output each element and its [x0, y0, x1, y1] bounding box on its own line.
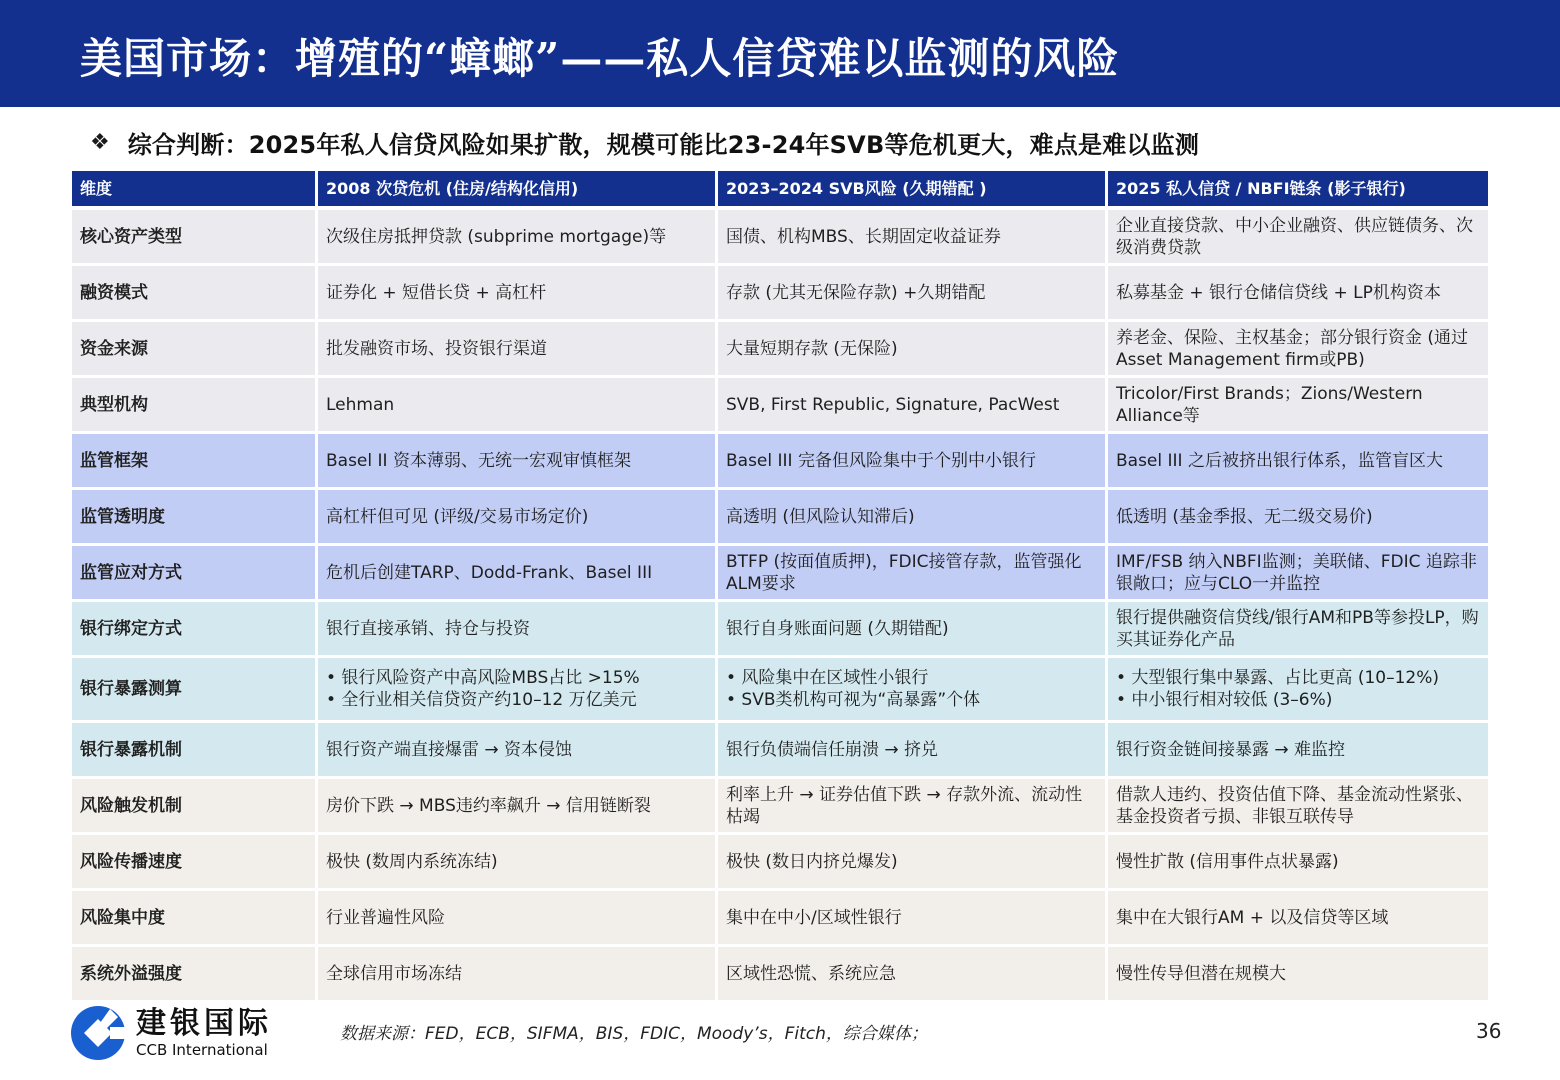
cell-2008: 银行资产端直接爆雷 → 资本侵蚀	[318, 723, 718, 779]
cell-2025: Basel III 之后被挤出银行体系，监管盲区大	[1108, 434, 1488, 490]
cell-svb: 高透明 (但风险认知滞后)	[718, 490, 1108, 546]
cell-2008: 银行直接承销、持仓与投资	[318, 602, 718, 658]
page-title: 美国市场：增殖的“蟑螂”——私人信贷难以监测的风险	[80, 34, 1120, 83]
cell-dimension: 银行暴露机制	[72, 723, 318, 779]
table-row	[72, 490, 1488, 546]
title-bar	[0, 0, 1560, 107]
bullet-line: • 大型银行集中暴露、占比更高 (10–12%)	[1116, 668, 1440, 688]
cell-svb: 区域性恐慌、系统应急	[718, 947, 1108, 1003]
bullet-line: • SVB类机构可视为“高暴露”个体	[726, 690, 981, 710]
cell-2008: 极快 (数周内系统冻结)	[318, 835, 718, 891]
table-row	[72, 378, 1488, 434]
bullet-line: • 全行业相关信贷资产约10–12 万亿美元	[326, 690, 637, 710]
table-row	[72, 602, 1488, 658]
table-row	[72, 891, 1488, 947]
cell-svb	[718, 658, 1108, 723]
cell-dimension: 典型机构	[72, 378, 318, 434]
bullet-line: • 银行风险资产中高风险MBS占比 >15%	[326, 668, 640, 688]
logo-chinese-name: 建银国际	[136, 1005, 272, 1041]
table-row	[72, 658, 1488, 723]
cell-2008: Basel II 资本薄弱、无统一宏观审慎框架	[318, 434, 718, 490]
cell-2025: 养老金、保险、主权基金；部分银行资金 (通过Asset Management firm或PB)	[1108, 322, 1488, 378]
table-row	[72, 947, 1488, 1003]
ccb-logo-icon	[70, 1005, 126, 1061]
cell-2025: 慢性扩散 (信用事件点状暴露)	[1108, 835, 1488, 891]
header-2008: 2008 次贷危机 (住房/结构化信用)	[318, 171, 718, 210]
cell-2025: 企业直接贷款、中小企业融资、供应链债务、次级消费贷款	[1108, 210, 1488, 266]
cell-dimension: 核心资产类型	[72, 210, 318, 266]
cell-2025: 银行提供融资信贷线/银行AM和PB等参投LP，购买其证券化产品	[1108, 602, 1488, 658]
header-2025: 2025 私人信贷 / NBFI链条 (影子银行)	[1108, 171, 1488, 210]
cell-dimension: 系统外溢强度	[72, 947, 318, 1003]
cell-dimension: 监管透明度	[72, 490, 318, 546]
page-number: 36	[1476, 1019, 1502, 1043]
cell-dimension: 监管应对方式	[72, 546, 318, 602]
cell-2008: 全球信用市场冻结	[318, 947, 718, 1003]
cell-dimension: 资金来源	[72, 322, 318, 378]
table-row	[72, 723, 1488, 779]
cell-2008: 房价下跌 → MBS违约率飙升 → 信用链断裂	[318, 779, 718, 835]
table-body	[72, 210, 1488, 1003]
cell-dimension: 银行绑定方式	[72, 602, 318, 658]
table-header-row	[72, 171, 1488, 210]
diamond-bullet-icon: ❖	[90, 129, 110, 155]
cell-2025	[1108, 658, 1488, 723]
cell-svb: 存款 (尤其无保险存款) +久期错配	[718, 266, 1108, 322]
table-row	[72, 546, 1488, 602]
cell-2025: 慢性传导但潜在规模大	[1108, 947, 1488, 1003]
cell-2008: 行业普遍性风险	[318, 891, 718, 947]
cell-svb: 大量短期存款 (无保险)	[718, 322, 1108, 378]
cell-dimension: 风险触发机制	[72, 779, 318, 835]
cell-2025: 低透明 (基金季报、无二级交易价)	[1108, 490, 1488, 546]
cell-svb: SVB, First Republic, Signature, PacWest	[718, 378, 1108, 434]
table-row	[72, 210, 1488, 266]
table-row	[72, 266, 1488, 322]
cell-svb: 利率上升 → 证券估值下跌 → 存款外流、流动性枯竭	[718, 779, 1108, 835]
summary-text: 综合判断：2025年私人信贷风险如果扩散，规模可能比23-24年SVB等危机更大，难点是难以监测	[127, 130, 1200, 159]
cell-svb: 集中在中小/区域性银行	[718, 891, 1108, 947]
cell-svb: 银行自身账面问题 (久期错配)	[718, 602, 1108, 658]
cell-2008: 证券化 + 短借长贷 + 高杠杆	[318, 266, 718, 322]
company-logo	[70, 1005, 272, 1060]
cell-dimension: 监管框架	[72, 434, 318, 490]
comparison-table	[72, 171, 1488, 1003]
cell-dimension: 风险传播速度	[72, 835, 318, 891]
summary-line	[90, 124, 1199, 160]
table-row	[72, 322, 1488, 378]
cell-2008	[318, 658, 718, 723]
cell-svb: 极快 (数日内挤兑爆发)	[718, 835, 1108, 891]
table-row	[72, 434, 1488, 490]
cell-2008: Lehman	[318, 378, 718, 434]
cell-2008: 批发融资市场、投资银行渠道	[318, 322, 718, 378]
cell-2025: 私募基金 + 银行仓储信贷线 + LP机构资本	[1108, 266, 1488, 322]
cell-2025: 银行资金链间接暴露 → 难监控	[1108, 723, 1488, 779]
cell-dimension: 银行暴露测算	[72, 658, 318, 723]
data-source-note: 数据来源：FED，ECB，SIFMA，BIS，FDIC，Moody’s，Fitch，综合媒体；	[340, 1024, 928, 1044]
cell-dimension: 风险集中度	[72, 891, 318, 947]
cell-2025: 集中在大银行AM + 以及信贷等区域	[1108, 891, 1488, 947]
cell-2025: IMF/FSB 纳入NBFI监测；美联储、FDIC 追踪非银敞口；应与CLO一并监控	[1108, 546, 1488, 602]
table-row	[72, 835, 1488, 891]
table-row	[72, 779, 1488, 835]
header-dimension: 维度	[72, 171, 318, 210]
cell-dimension: 融资模式	[72, 266, 318, 322]
cell-svb: BTFP (按面值质押)，FDIC接管存款，监管强化ALM要求	[718, 546, 1108, 602]
header-svb: 2023–2024 SVB风险 (久期错配 )	[718, 171, 1108, 210]
cell-2025: Tricolor/First Brands；Zions/Western Alliance等	[1108, 378, 1488, 434]
cell-2008: 次级住房抵押贷款 (subprime mortgage)等	[318, 210, 718, 266]
bullet-line: • 中小银行相对较低 (3–6%)	[1116, 690, 1333, 710]
logo-english-name: CCB International	[136, 1040, 268, 1059]
cell-2008: 高杠杆但可见 (评级/交易市场定价)	[318, 490, 718, 546]
cell-svb: 银行负债端信任崩溃 → 挤兑	[718, 723, 1108, 779]
cell-svb: 国债、机构MBS、长期固定收益证券	[718, 210, 1108, 266]
cell-2008: 危机后创建TARP、Dodd-Frank、Basel III	[318, 546, 718, 602]
cell-svb: Basel III 完备但风险集中于个别中小银行	[718, 434, 1108, 490]
cell-2025: 借款人违约、投资估值下降、基金流动性紧张、基金投资者亏损、非银互联传导	[1108, 779, 1488, 835]
bullet-line: • 风险集中在区域性小银行	[726, 668, 929, 688]
